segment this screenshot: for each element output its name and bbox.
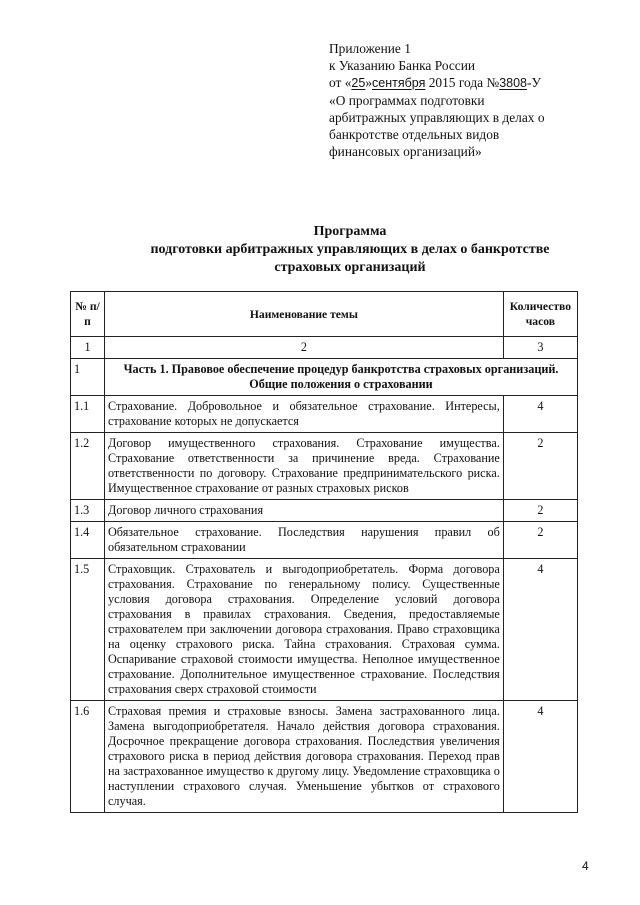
- date-day: 25: [351, 76, 366, 90]
- row-hours: 2: [503, 433, 577, 500]
- index-cell: 1: [71, 337, 105, 359]
- row-hours: 2: [503, 500, 577, 522]
- appendix-subject-4: финансовых организаций»: [329, 144, 482, 159]
- table-row: [71, 701, 578, 813]
- row-topic: Договор имущественного страхования. Страхование имущества. Страхование ответственности за причинение вреда. Страхование ответственности по договору. Страхование предпринимательского риска. Имущественное страхование от разных страховых рисков: [105, 433, 504, 500]
- row-hours: 4: [503, 559, 577, 701]
- appendix-header: [329, 40, 629, 160]
- part-num: 1: [71, 359, 105, 396]
- date-month: сентября: [372, 76, 426, 90]
- index-row: [71, 337, 578, 359]
- appendix-subject-2: арбитражных управляющих в делах о: [329, 110, 545, 125]
- row-topic: Договор личного страхования: [105, 500, 504, 522]
- row-num: 1.2: [71, 433, 105, 500]
- row-hours: 4: [503, 701, 577, 813]
- date-day-close: »: [365, 75, 373, 90]
- table-row: [71, 433, 578, 500]
- program-table: [70, 291, 578, 813]
- row-hours: 2: [503, 522, 577, 559]
- table-row: [71, 396, 578, 433]
- table-row: [71, 522, 578, 559]
- row-topic: Страховая премия и страховые взносы. Замена застрахованного лица. Замена выгодоприобретателя. Начало действия договора страхования. Досрочное прекращение договора страхования. Последствия увеличения страхового риска в период действия договора страхования. Переход прав на застрахованное имущество к другому лицу. Уведомление страховщика о наступлении страхового случая. Уменьшение убытков от страхового случая.: [105, 701, 504, 813]
- table-row: [71, 500, 578, 522]
- part-title: Часть 1. Правовое обеспечение процедур банкротства страховых организаций. Общие положения о страховании: [105, 359, 578, 396]
- page-number: 4: [582, 859, 589, 873]
- row-num: 1.6: [71, 701, 105, 813]
- row-num: 1.3: [71, 500, 105, 522]
- header-num: № п/п: [71, 292, 105, 337]
- appendix-date-line: [329, 74, 629, 92]
- program-title: [100, 223, 600, 277]
- index-cell: 2: [105, 337, 504, 359]
- row-topic: Страхование. Добровольное и обязательное страхование. Интересы, страхование которых не допускается: [105, 396, 504, 433]
- row-topic: Обязательное страхование. Последствия нарушения правил об обязательном страховании: [105, 522, 504, 559]
- row-num: 1.5: [71, 559, 105, 701]
- header-hours: Количество часов: [503, 292, 577, 337]
- row-num: 1.1: [71, 396, 105, 433]
- document-number: 3808: [499, 76, 528, 90]
- date-year: 2015 года №: [425, 75, 500, 90]
- appendix-subject-1: «О программах подготовки: [329, 93, 485, 108]
- program-title-line-2: подготовки арбитражных управляющих в делах о банкротстве: [150, 242, 550, 257]
- header-name: Наименование темы: [105, 292, 504, 337]
- part-row: [71, 359, 578, 396]
- appendix-line-2: к Указанию Банка России: [329, 58, 476, 73]
- document-number-suffix: -У: [527, 75, 541, 90]
- appendix-subject-3: банкротстве отдельных видов: [329, 127, 500, 142]
- table-row: [71, 559, 578, 701]
- table-header-row: [71, 292, 578, 337]
- program-title-line-3: страховых организаций: [274, 260, 426, 275]
- row-num: 1.4: [71, 522, 105, 559]
- index-cell: 3: [503, 337, 577, 359]
- row-hours: 4: [503, 396, 577, 433]
- date-prefix: от «: [329, 75, 352, 90]
- program-title-line-1: Программа: [313, 224, 387, 239]
- appendix-line-1: Приложение 1: [329, 41, 411, 56]
- row-topic: Страховщик. Страхователь и выгодоприобретатель. Форма договора страхования. Страхование по генеральному полису. Существенные условия договора страхования. Определение условий договора страхования в правилах страхования. Сведения, предоставляемые страхователем при заключении договора страхования. Право страховщика на оценку страхового риска. Тайна страхования. Страховая сумма. Оспаривание страховой стоимости имущества. Неполное имущественное страхование. Дополнительное имущественное страхование. Последствия страхования сверх страховой стоимости: [105, 559, 504, 701]
